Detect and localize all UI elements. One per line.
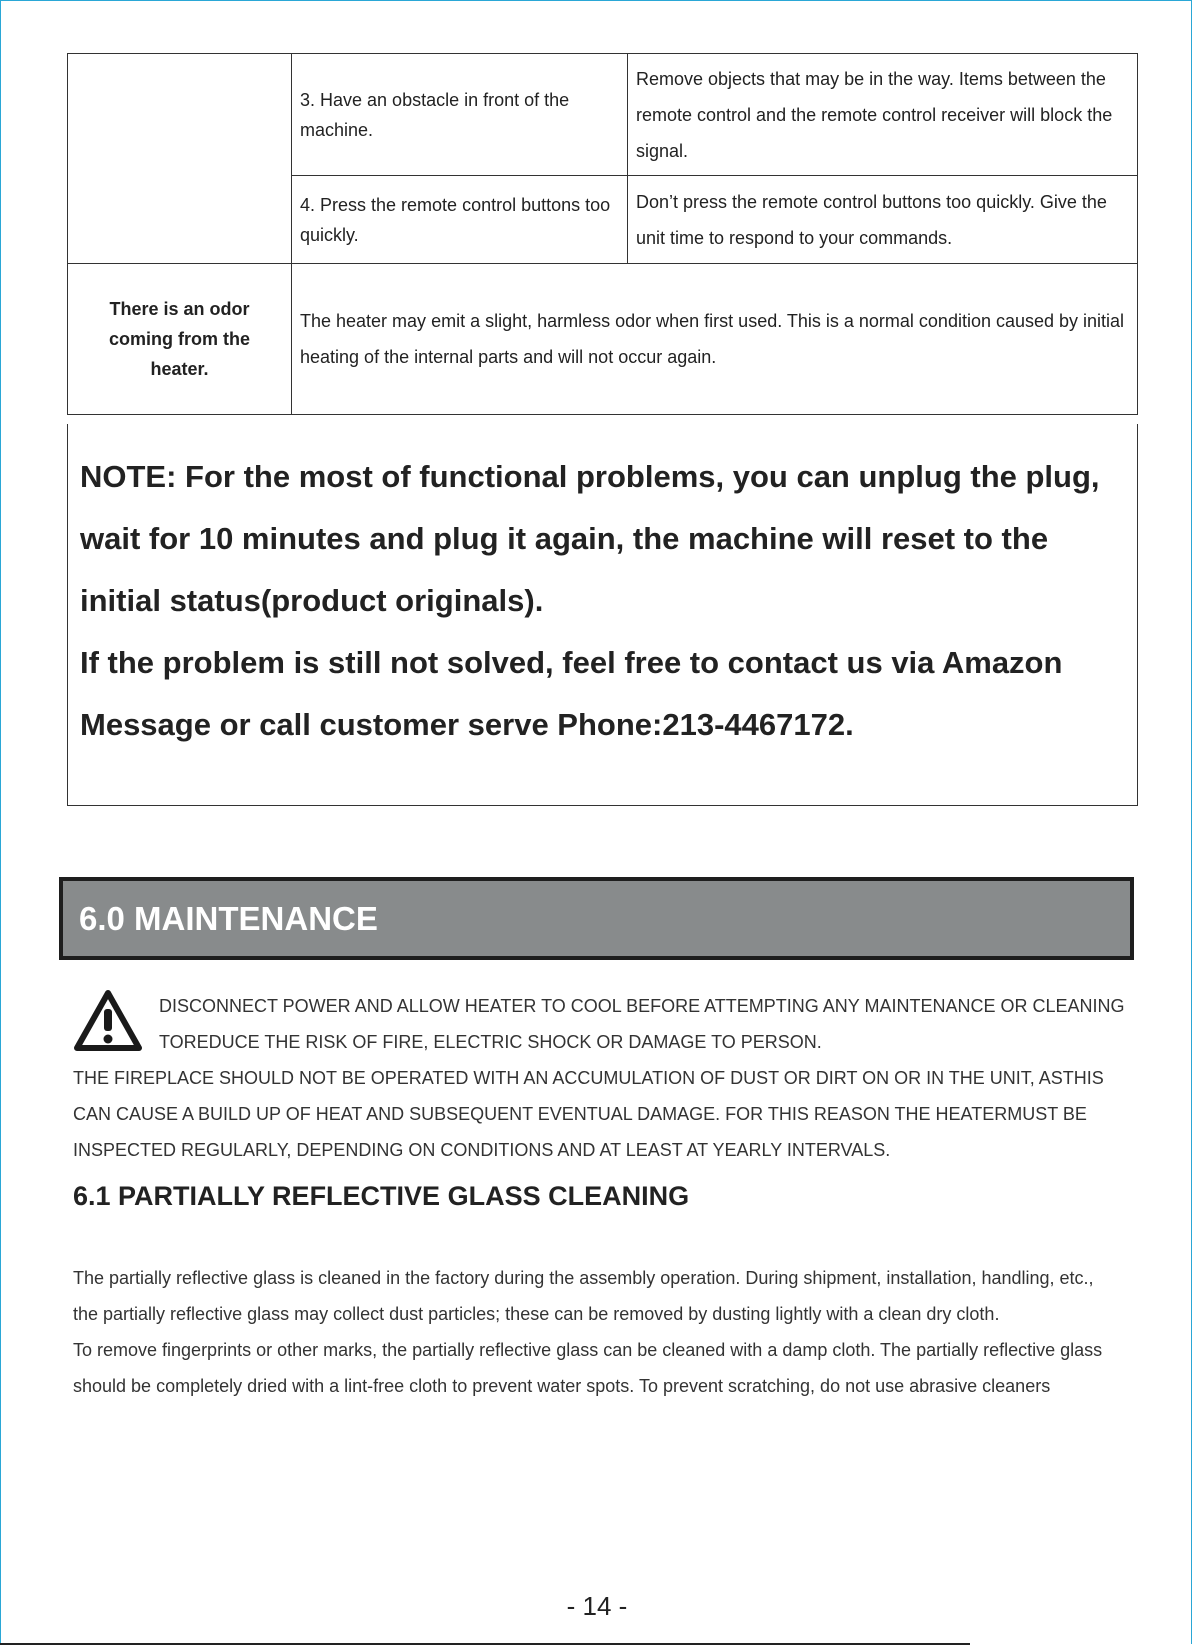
glass-cleaning-text (73, 1260, 1123, 1404)
page-number: - 14 - (566, 1591, 628, 1621)
problem-cell-empty (68, 54, 292, 263)
warning-text: DISCONNECT POWER AND ALLOW HEATER TO COOL BEFORE ATTEMPTING ANY MAINTENANCE OR CLEANING TOREDUCE THE RISK OF FIRE, ELECTRIC SHOCK OR DAMAGE TO PERSON. (159, 996, 1125, 1052)
table-row (68, 54, 1137, 263)
table-row (68, 263, 1137, 414)
table-row (292, 175, 1137, 263)
section-header (59, 877, 1134, 960)
subsection-title: 6.1 PARTIALLY REFLECTIVE GLASS CLEANING (73, 1181, 690, 1211)
warning-triangle-icon (73, 988, 143, 1054)
warning-block (73, 988, 1133, 1168)
cause-cell: 4. Press the remote control buttons too quickly. (292, 176, 628, 263)
solution-cell: Don’t press the remote control buttons too quickly. Give the unit time to respond to your commands. (636, 191, 1107, 248)
problem-cell: There is an odor coming from the heater. (68, 264, 292, 414)
solution-cell: The heater may emit a slight, harmless odor when first used. This is a normal condition caused by initial heating of the internal parts and will not occur again. (300, 311, 1125, 367)
note-contact-text: If the problem is still not solved, feel free to contact us via Amazon Message or call customer serve Phone:213-4467172. (80, 645, 1063, 742)
table-row (292, 54, 1137, 175)
note-text: NOTE: For the most of functional problems, you can unplug the plug, wait for 10 minutes and plug it again, the machine will reset to the initial status(product originals). (80, 459, 1100, 618)
section-title: 6.0 MAINTENANCE (79, 899, 378, 937)
note-box (67, 424, 1138, 806)
paragraph: The partially reflective glass is cleaned in the factory during the assembly operation. During shipment, installation, handling, etc., the partially reflective glass may collect dust particles; these can be removed by dusting lightly with a clean dry cloth. (73, 1268, 1094, 1324)
solution-cell: Remove objects that may be in the way. Items between the remote control and the remote control receiver will block the signal. (636, 68, 1113, 161)
warning-detail-text: THE FIREPLACE SHOULD NOT BE OPERATED WITH AN ACCUMULATION OF DUST OR DIRT ON OR IN THE UNIT, ASTHIS CAN CAUSE A BUILD UP OF HEAT AND SUBSEQUENT EVENTUAL DAMAGE. FOR THIS REASON THE HEATERMUST BE INSPECTED REGULARLY, DEPENDING ON CONDITIONS AND AT LEAST AT YEARLY INTERVALS. (73, 1068, 1104, 1160)
paragraph: To remove fingerprints or other marks, the partially reflective glass can be cleaned with a damp cloth. The partially reflective glass should be completely dried with a lint-free cloth to prevent water spots. To prevent scratching, do not use abrasive cleaners (73, 1340, 1103, 1396)
cause-cell: 3. Have an obstacle in front of the machine. (292, 54, 628, 175)
troubleshooting-table (67, 53, 1138, 415)
